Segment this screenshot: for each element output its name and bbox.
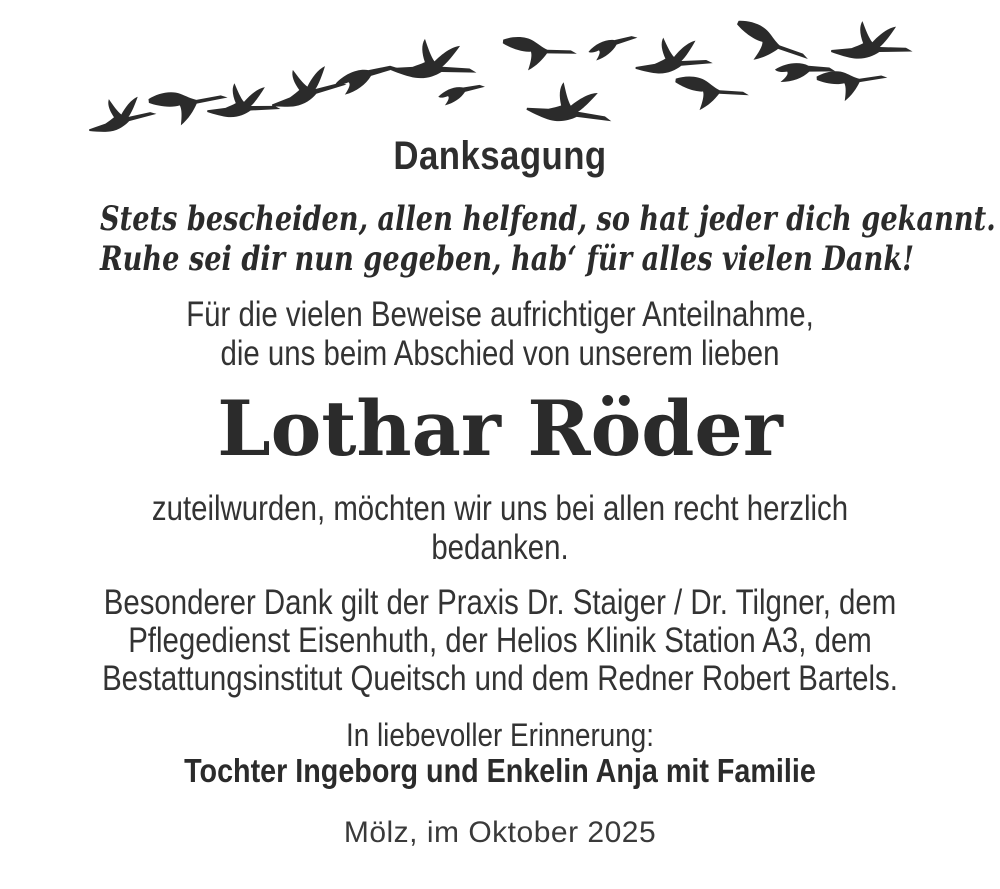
- thanks-paragraph: [0, 489, 1000, 567]
- notice-title-text: Danksagung: [393, 134, 607, 178]
- deceased-name-text: Lothar Röder: [217, 384, 783, 473]
- memory-label-text: In liebevoller Erinnerung:: [346, 717, 654, 753]
- family-line-text: Tochter Ingeborg und Enkelin Anja mit Familie: [184, 752, 816, 789]
- place-date: [0, 816, 1000, 850]
- flying-cranes-artwork: [78, 8, 922, 140]
- intro-line-2: die uns beim Abschied von unserem lieben: [220, 334, 780, 373]
- deceased-name: [0, 381, 1000, 476]
- epigraph: [0, 199, 1000, 279]
- place-date-text: Mölz, im Oktober 2025: [343, 816, 657, 849]
- epigraph-line-2: Ruhe sei dir nun gegeben, hab‘ für alles vielen Dank!: [100, 239, 915, 279]
- thanks-line-2: bedanken.: [431, 528, 569, 567]
- special-thanks-paragraph: [0, 584, 1000, 698]
- family-line: [0, 752, 1000, 790]
- notice-title: [0, 134, 1000, 179]
- special-thanks-line-3: Bestattungsinstitut Queitsch und dem Redner Robert Bartels.: [102, 659, 898, 698]
- intro-line-1: Für die vielen Beweise aufrichtiger Anteilnahme,: [186, 295, 814, 334]
- epigraph-line-1: Stets bescheiden, allen helfend, so hat jeder dich gekannt.: [100, 199, 996, 239]
- thanks-line-1: zuteilwurden, möchten wir uns bei allen recht herzlich: [151, 489, 849, 528]
- special-thanks-line-2: Pflegedienst Eisenhuth, der Helios Klinik Station A3, dem: [128, 621, 872, 660]
- memory-label: [0, 718, 1000, 752]
- intro-paragraph: [0, 295, 1000, 373]
- special-thanks-line-1: Besonderer Dank gilt der Praxis Dr. Staiger / Dr. Tilgner, dem: [103, 583, 897, 622]
